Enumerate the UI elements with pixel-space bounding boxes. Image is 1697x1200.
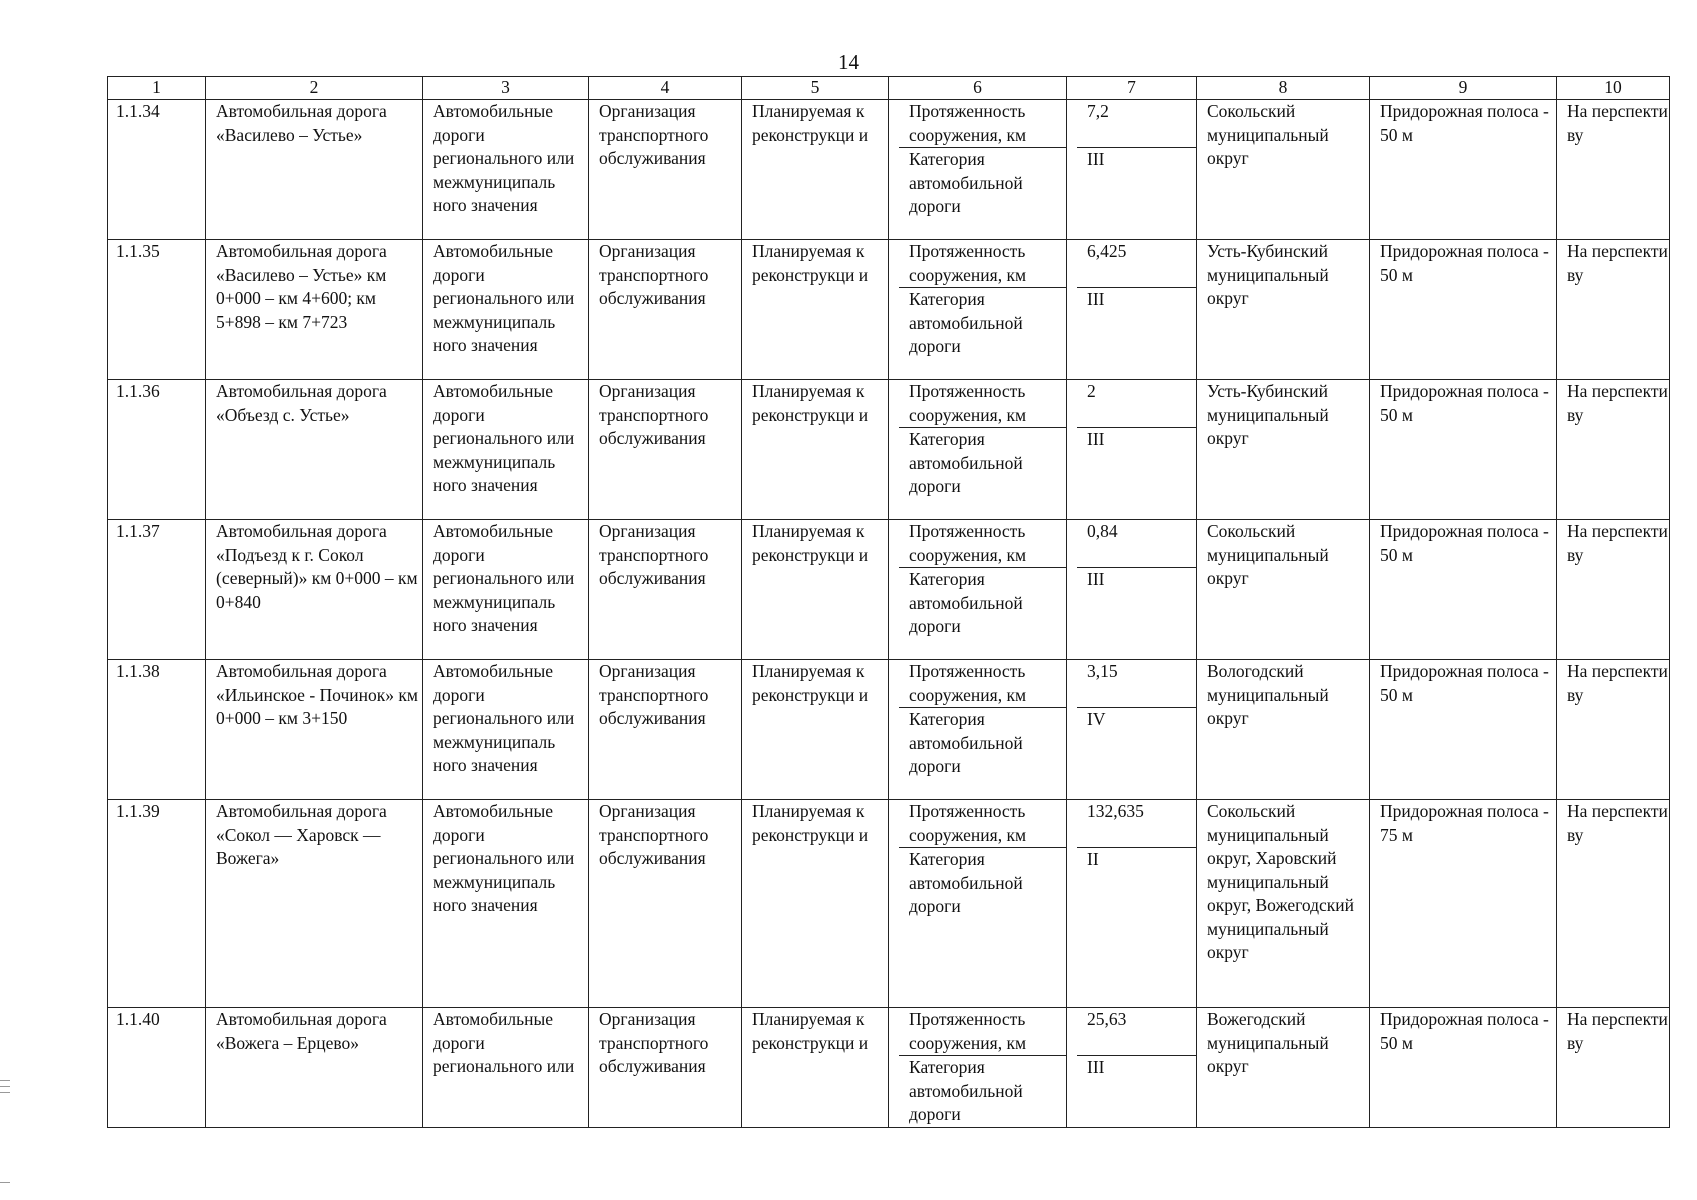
category-label: Категория автомобильной дороги: [909, 569, 1023, 636]
column-header: 5: [742, 77, 889, 100]
category-label: Категория автомобильной дороги: [909, 709, 1023, 776]
category-value: III: [1087, 149, 1105, 169]
object-zone: Придорожная полоса - 50 м: [1370, 100, 1557, 240]
column-number-row: [108, 77, 1670, 100]
object-status: Планируемая к реконструкци и: [742, 660, 889, 800]
object-kind: Автомобильные дороги регионального или межмуниципаль ного значения: [423, 380, 589, 520]
param-labels-cell: [889, 660, 1067, 800]
object-purpose: Организация транспортного обслуживания: [589, 1008, 742, 1128]
column-header: 4: [589, 77, 742, 100]
object-name: Автомобильная дорога «Василево – Устье»: [206, 100, 423, 240]
category-label: Категория автомобильной дороги: [909, 429, 1023, 496]
object-term: На перспекти ву: [1557, 800, 1670, 1008]
category-value: III: [1087, 429, 1105, 449]
object-zone: Придорожная полоса - 50 м: [1370, 380, 1557, 520]
object-zone: Придорожная полоса - 50 м: [1370, 1008, 1557, 1128]
length-label: Протяженность сооружения, км: [899, 100, 1066, 148]
category-value: II: [1087, 849, 1099, 869]
param-values-cell: [1067, 520, 1197, 660]
object-number: 1.1.39: [108, 800, 206, 1008]
param-labels-cell: [889, 520, 1067, 660]
object-name: Автомобильная дорога «Сокол — Харовск — Вожега»: [206, 800, 423, 1008]
scan-edge-mark: [0, 1092, 10, 1093]
object-status: Планируемая к реконструкци и: [742, 1008, 889, 1128]
param-labels-cell: [889, 1008, 1067, 1128]
object-term: На перспекти ву: [1557, 240, 1670, 380]
object-purpose: Организация транспортного обслуживания: [589, 800, 742, 1008]
length-label: Протяженность сооружения, км: [899, 520, 1066, 568]
object-location: Вологодский муниципальный округ: [1197, 660, 1370, 800]
column-header: 1: [108, 77, 206, 100]
object-purpose: Организация транспортного обслуживания: [589, 520, 742, 660]
object-purpose: Организация транспортного обслуживания: [589, 660, 742, 800]
object-location: Усть-Кубинский муниципальный округ: [1197, 380, 1370, 520]
category-label: Категория автомобильной дороги: [909, 149, 1023, 216]
param-values-cell: [1067, 660, 1197, 800]
table-row: [108, 660, 1670, 800]
object-term: На перспекти ву: [1557, 660, 1670, 800]
category-value: III: [1087, 1057, 1105, 1077]
table-row: [108, 800, 1670, 1008]
object-kind: Автомобильные дороги регионального или межмуниципаль ного значения: [423, 100, 589, 240]
object-kind: Автомобильные дороги регионального или межмуниципаль ного значения: [423, 520, 589, 660]
object-status: Планируемая к реконструкци и: [742, 380, 889, 520]
param-values-cell: [1067, 800, 1197, 1008]
param-labels-cell: [889, 100, 1067, 240]
scan-edge-mark: [0, 1080, 10, 1081]
category-value: IV: [1087, 709, 1106, 729]
length-label: Протяженность сооружения, км: [899, 660, 1066, 708]
object-number: 1.1.35: [108, 240, 206, 380]
object-kind: Автомобильные дороги регионального или межмуниципаль ного значения: [423, 240, 589, 380]
objects-table: [107, 76, 1670, 1128]
table-row: [108, 380, 1670, 520]
category-label: Категория автомобильной дороги: [909, 849, 1023, 916]
column-header: 2: [206, 77, 423, 100]
param-values-cell: [1067, 100, 1197, 240]
object-name: Автомобильная дорога «Ильинское - Починок» км 0+000 – км 3+150: [206, 660, 423, 800]
table-row: [108, 240, 1670, 380]
object-zone: Придорожная полоса - 50 м: [1370, 660, 1557, 800]
length-label: Протяженность сооружения, км: [899, 380, 1066, 428]
object-status: Планируемая к реконструкци и: [742, 100, 889, 240]
table-row: [108, 520, 1670, 660]
param-labels-cell: [889, 240, 1067, 380]
length-value: 7,2: [1077, 100, 1196, 148]
object-zone: Придорожная полоса - 75 м: [1370, 800, 1557, 1008]
column-header: 9: [1370, 77, 1557, 100]
object-location: Вожегодский муниципальный округ: [1197, 1008, 1370, 1128]
scan-edge-mark: [0, 1086, 10, 1087]
param-values-cell: [1067, 240, 1197, 380]
table-row: [108, 1008, 1670, 1128]
object-number: 1.1.36: [108, 380, 206, 520]
object-number: 1.1.37: [108, 520, 206, 660]
object-number: 1.1.34: [108, 100, 206, 240]
object-purpose: Организация транспортного обслуживания: [589, 100, 742, 240]
column-header: 7: [1067, 77, 1197, 100]
object-location: Сокольский муниципальный округ: [1197, 100, 1370, 240]
category-value: III: [1087, 289, 1105, 309]
object-kind: Автомобильные дороги регионального или межмуниципаль ного значения: [423, 800, 589, 1008]
object-term: На перспекти ву: [1557, 380, 1670, 520]
length-label: Протяженность сооружения, км: [899, 1008, 1066, 1056]
param-labels-cell: [889, 380, 1067, 520]
column-header: 10: [1557, 77, 1670, 100]
object-term: На перспекти ву: [1557, 520, 1670, 660]
category-label: Категория автомобильной дороги: [909, 1057, 1023, 1124]
page-number: 14: [838, 50, 859, 74]
object-kind: Автомобильные дороги регионального или межмуниципаль ного значения: [423, 660, 589, 800]
scan-edge-mark: [0, 1182, 10, 1183]
object-number: 1.1.40: [108, 1008, 206, 1128]
object-name: Автомобильная дорога «Объезд с. Устье»: [206, 380, 423, 520]
object-term: На перспекти ву: [1557, 100, 1670, 240]
length-value: 3,15: [1077, 660, 1196, 708]
column-header: 3: [423, 77, 589, 100]
table-row: [108, 100, 1670, 240]
object-zone: Придорожная полоса - 50 м: [1370, 520, 1557, 660]
object-location: Усть-Кубинский муниципальный округ: [1197, 240, 1370, 380]
object-location: Сокольский муниципальный округ: [1197, 520, 1370, 660]
object-name: Автомобильная дорога «Вожега – Ерцево»: [206, 1008, 423, 1128]
object-name: Автомобильная дорога «Василево – Устье» км 0+000 – км 4+600; км 5+898 – км 7+723: [206, 240, 423, 380]
param-values-cell: [1067, 380, 1197, 520]
length-value: 132,635: [1077, 800, 1196, 848]
category-label: Категория автомобильной дороги: [909, 289, 1023, 356]
object-name: Автомобильная дорога «Подъезд к г. Сокол (северный)» км 0+000 – км 0+840: [206, 520, 423, 660]
object-purpose: Организация транспортного обслуживания: [589, 240, 742, 380]
object-status: Планируемая к реконструкци и: [742, 800, 889, 1008]
length-value: 6,425: [1077, 240, 1196, 288]
column-header: 6: [889, 77, 1067, 100]
length-label: Протяженность сооружения, км: [899, 240, 1066, 288]
category-value: III: [1087, 569, 1105, 589]
length-value: 2: [1077, 380, 1196, 428]
length-value: 0,84: [1077, 520, 1196, 568]
column-header: 8: [1197, 77, 1370, 100]
object-number: 1.1.38: [108, 660, 206, 800]
length-value: 25,63: [1077, 1008, 1196, 1056]
object-term: На перспекти ву: [1557, 1008, 1670, 1128]
object-kind: Автомобильные дороги регионального или: [423, 1008, 589, 1128]
param-labels-cell: [889, 800, 1067, 1008]
object-purpose: Организация транспортного обслуживания: [589, 380, 742, 520]
object-status: Планируемая к реконструкци и: [742, 520, 889, 660]
param-values-cell: [1067, 1008, 1197, 1128]
object-location: Сокольский муниципальный округ, Харовский муниципальный округ, Вожегодский муниципальный округ: [1197, 800, 1370, 1008]
object-status: Планируемая к реконструкци и: [742, 240, 889, 380]
length-label: Протяженность сооружения, км: [899, 800, 1066, 848]
object-zone: Придорожная полоса - 50 м: [1370, 240, 1557, 380]
